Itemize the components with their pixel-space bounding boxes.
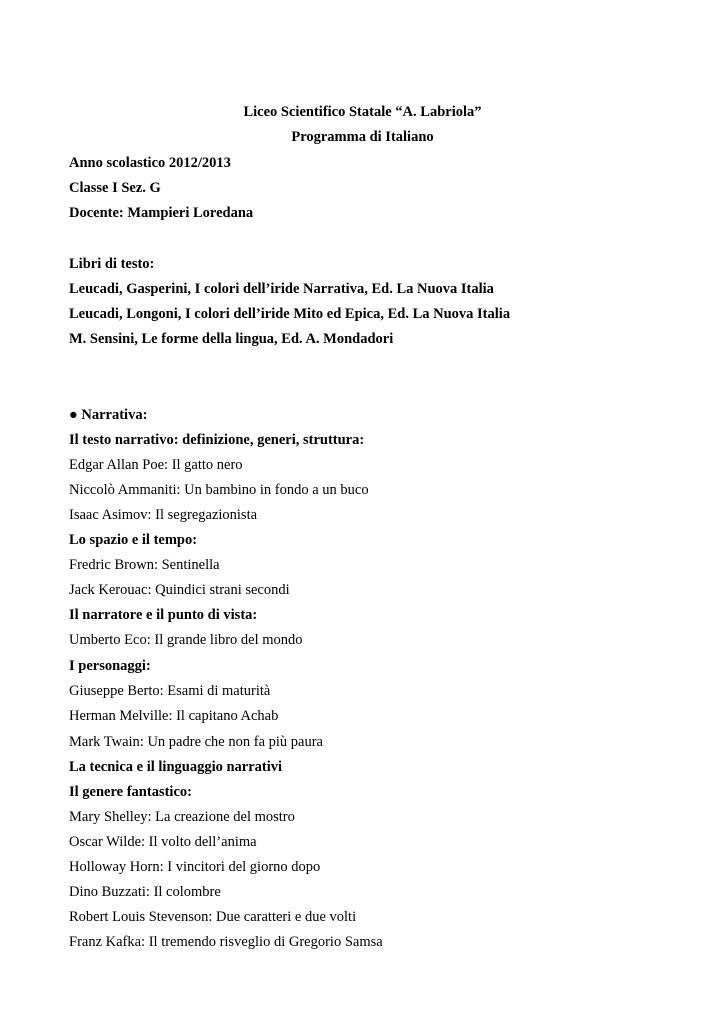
- section-heading: Il narratore e il punto di vista:: [69, 607, 258, 623]
- reading-item: Mark Twain: Un padre che non fa più paura: [69, 734, 323, 750]
- section-heading: La tecnica e il linguaggio narrativi: [69, 759, 283, 775]
- reading-item: Niccolò Ammaniti: Un bambino in fondo a un buco: [69, 482, 369, 498]
- reading-item: Jack Kerouac: Quindici strani secondi: [69, 582, 290, 598]
- narrativa-heading: ● Narrativa:: [69, 407, 148, 423]
- textbooks-heading: Libri di testo:: [69, 256, 155, 272]
- textbook-item: Leucadi, Gasperini, I colori dell’iride Narrativa, Ed. La Nuova Italia: [69, 281, 494, 297]
- section-heading: Lo spazio e il tempo:: [69, 532, 198, 548]
- school-title: Liceo Scientifico Statale “A. Labriola”: [243, 104, 482, 120]
- reading-item: Franz Kafka: Il tremendo risveglio di Gregorio Samsa: [69, 934, 383, 950]
- program-title: Programma di Italiano: [291, 129, 434, 145]
- reading-item: Isaac Asimov: Il segregazionista: [69, 507, 258, 523]
- reading-item: Mary Shelley: La creazione del mostro: [69, 809, 295, 825]
- reading-item: Holloway Horn: I vincitori del giorno dopo: [69, 859, 321, 875]
- textbook-item: M. Sensini, Le forme della lingua, Ed. A. Mondadori: [69, 331, 394, 347]
- reading-item: Robert Louis Stevenson: Due caratteri e due volti: [69, 909, 357, 925]
- reading-item: Edgar Allan Poe: Il gatto nero: [69, 457, 243, 473]
- reading-item: Oscar Wilde: Il volto dell’anima: [69, 834, 257, 850]
- class-section: Classe I Sez. G: [69, 180, 161, 196]
- reading-item: Fredric Brown: Sentinella: [69, 557, 220, 573]
- teacher-name: Docente: Mampieri Loredana: [69, 205, 254, 221]
- reading-item: Herman Melville: Il capitano Achab: [69, 708, 279, 724]
- section-heading: Il testo narrativo: definizione, generi, struttura:: [69, 432, 365, 448]
- section-heading: I personaggi:: [69, 658, 151, 674]
- section-heading: Il genere fantastico:: [69, 784, 192, 800]
- reading-item: Giuseppe Berto: Esami di maturità: [69, 683, 271, 699]
- reading-item: Dino Buzzati: Il colombre: [69, 884, 221, 900]
- school-year: Anno scolastico 2012/2013: [69, 155, 231, 171]
- textbook-item: Leucadi, Longoni, I colori dell’iride Mito ed Epica, Ed. La Nuova Italia: [69, 306, 511, 322]
- reading-item: Umberto Eco: Il grande libro del mondo: [69, 632, 303, 648]
